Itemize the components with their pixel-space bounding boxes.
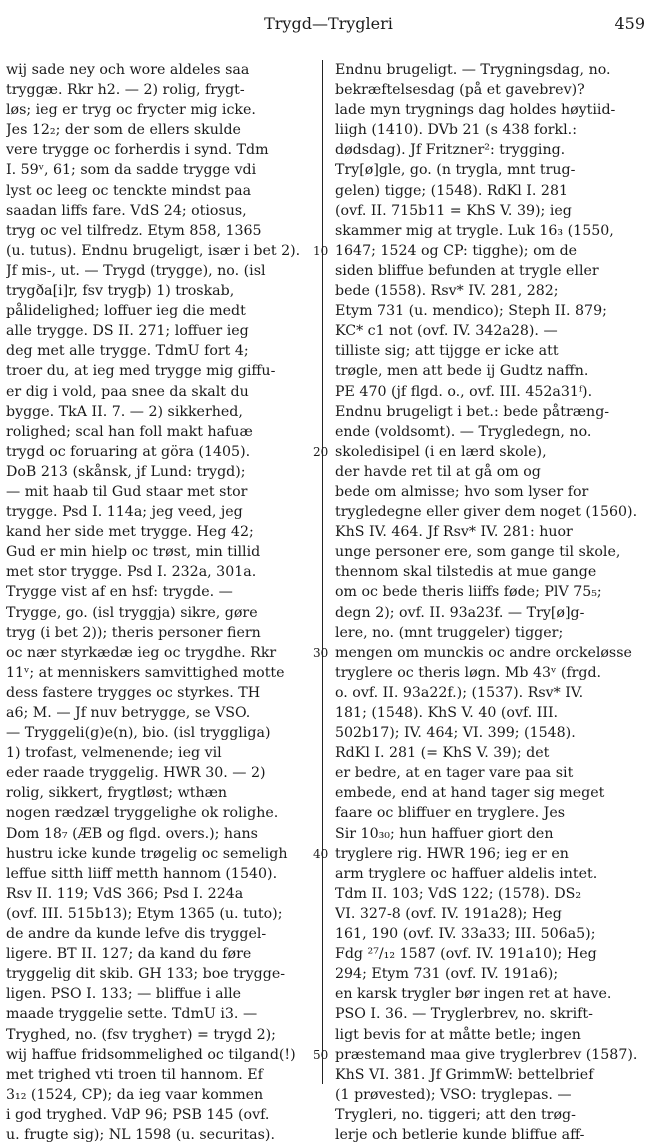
text-line: Endnu brugeligt i bet.: bede påtræng- — [335, 403, 610, 420]
text-line: KhS IV. 464. Jf Rsv* IV. 281: huor — [335, 524, 573, 541]
text-line: tryglere oc theris løgn. Mb 43ᵛ (frgd. — [335, 664, 602, 681]
text-line: lerje och betlerie kunde bliffue aff- — [335, 1126, 585, 1143]
text-line: ende (voldsomt). — Trygledegn, no. — [335, 423, 592, 440]
text-line: (ovf. III. 515b13); Etym 1365 (u. tuto); — [6, 905, 283, 922]
text-line: deg met alle trygge. TdmU fort 4; — [6, 343, 249, 360]
text-line: Sir 10₃₀; hun haffuer giort den — [335, 825, 554, 842]
text-line: — mit haab til Gud staar met stor — [6, 483, 248, 500]
text-line: met stor trygge. Psd I. 232a, 301a. — [6, 564, 257, 581]
text-line: trøgle, men att bede ij Gudtz naffn. — [335, 363, 589, 380]
text-line: VI. 327-8 (ovf. IV. 191a28); Heg — [335, 905, 562, 922]
text-line: o. ovf. II. 93a22f.); (1537). Rsv* IV. — [335, 684, 584, 701]
text-line: alle trygge. DS II. 271; loffuer ieg — [6, 323, 249, 340]
text-line: Endnu brugeligt. — Trygningsdag, no. — [335, 62, 611, 78]
text-line: pålidelighed; loffuer ieg die medt — [6, 303, 246, 320]
text-line: 1647; 1524 og CP: tigghe); om de — [335, 242, 578, 259]
text-line: a6; M. — Jf nuv betrygge, se VSO. — [6, 705, 251, 721]
text-line: 181; (1548). KhS V. 40 (ovf. III. — [335, 705, 559, 721]
text-line: troer du, at ieg med trygge mig giffu- — [6, 363, 276, 380]
text-line: Trygge vist af en hsf: trygde. — — [6, 584, 233, 601]
line-number-marker: 30 — [313, 645, 329, 660]
text-line: ligere. BT II. 127; da kand du føre — [6, 946, 252, 963]
text-line: (u. tutus). Endnu brugeligt, især i bet 2). — [6, 242, 301, 259]
text-line: 1) trofast, velmenende; ieg vil — [6, 745, 222, 762]
text-line: degn 2); ovf. II. 93a23f. — Try[ø]g- — [335, 604, 585, 621]
line-number-marker: 50 — [313, 1047, 329, 1062]
text-line: maade tryggelie sette. TdmU i3. — — [6, 1006, 258, 1023]
text-line: rolighed; scal han foll makt hafuæ — [6, 423, 253, 440]
text-line: lere, no. (mnt truggeler) tigger; — [335, 624, 564, 641]
text-line: dødsdag). Jf Fritzner²: trygging. — [335, 142, 566, 159]
text-line: Jf mis-, ut. — Trygd (trygge), no. (isl — [6, 262, 266, 279]
text-line: tilliste sig; att tijgge er icke att — [335, 343, 559, 360]
text-line: tryggelig dit skib. GH 133; boe trygge- — [6, 966, 286, 983]
text-line: en karsk trygler bør ingen ret at have. — [335, 986, 612, 1003]
text-line: Fdg ²⁷/₁₂ 1587 (ovf. IV. 191a10); Heg — [335, 946, 597, 963]
text-line: hustru icke kunde trøgelig oc semeligh — [6, 845, 288, 862]
text-line: Trygge, go. (isl tryggja) sikre, gøre — [6, 604, 258, 621]
text-line: trygge. Psd I. 114a; jeg veed, jeg — [6, 504, 243, 521]
text-line: saadan liffs fare. VdS 24; otiosus, — [6, 202, 247, 219]
text-line: faare oc bliffuer en tryglere. Jes — [335, 805, 566, 822]
line-number-marker: 10 — [313, 243, 329, 258]
text-line: nogen rædzæl tryggelighe ok rolighe. — [6, 805, 279, 822]
text-line: wij sade ney och wore aldeles saa — [6, 62, 250, 78]
text-line: trygledegne eller giver dem noget (1560). — [335, 504, 638, 521]
text-line: gelen) tigge; (1548). RdKl I. 281 — [335, 182, 568, 199]
text-line: præstemand maa give tryglerbrev (1587). — [335, 1046, 638, 1063]
text-line: RdKl I. 281 (= KhS V. 39); det — [335, 745, 550, 762]
page-number: 459 — [614, 14, 645, 33]
text-line: KC* c1 not (ovf. IV. 342a28). — — [335, 323, 558, 340]
text-line: Try[ø]gle, go. (n trygla, mnt trug- — [335, 162, 576, 179]
line-number-marker: 20 — [313, 444, 329, 459]
text-line: I. 59ᵛ, 61; som da sadde trygge vdi — [6, 162, 257, 179]
text-line: skammer mig at trygle. Luk 16₃ (1550, — [335, 222, 614, 239]
text-line: leffue sitth liiff metth hannom (1540). — [6, 865, 278, 882]
text-line: 294; Etym 731 (ovf. IV. 191a6); — [335, 966, 559, 983]
text-line: KhS VI. 381. Jf GrimmW: bettelbrief — [335, 1066, 594, 1083]
text-line: Trygleri, no. tiggeri; att den trøg- — [335, 1106, 576, 1123]
text-line: thennom skal tilstedis at mue gange — [335, 564, 597, 581]
running-header: Trygd—Trygleri — [264, 14, 393, 33]
text-line: (1 prøvested); VSO: tryglepas. — — [335, 1086, 572, 1103]
text-line: om oc bede theris liiffs føde; PlV 75₅; — [335, 584, 602, 601]
line-number-marker: 40 — [313, 846, 329, 861]
right-column — [335, 60, 647, 1145]
text-line: 3₁₂ (1524, CP); da ieg vaar kommen — [6, 1086, 264, 1103]
text-line: bekræftelsesdag (på et gavebrev)? — [335, 82, 585, 99]
text-line: Tdm II. 103; VdS 122; (1578). DS₂ — [335, 885, 582, 902]
text-line: ligt bevis for at måtte betle; ingen — [335, 1026, 581, 1043]
text-line: Etym 731 (u. mendico); Steph II. 879; — [335, 303, 607, 320]
text-line: lyst oc leeg oc tenckte mindst paa — [6, 182, 252, 199]
text-line: arm tryglere oc haffuer aldelis intet. — [335, 865, 598, 882]
text-line: met trighed vti troen til hannom. Ef — [6, 1066, 263, 1083]
text-line: oc nær styrkædæ ieg oc trygdhe. Rkr — [6, 644, 277, 661]
text-line: der havde ret til at gå om og — [335, 463, 541, 480]
text-line: Rsv II. 119; VdS 366; Psd I. 224a — [6, 885, 244, 902]
text-line: eder raade tryggelig. HWR 30. — 2) — [6, 765, 266, 782]
text-line: wij haffue fridsommelighed oc tilgand(!) — [6, 1046, 296, 1063]
text-line: lade myn trygnings dag holdes høytiid- — [335, 102, 616, 119]
text-line: tryg (i bet 2)); theris personer fiern — [6, 624, 261, 641]
text-line: 502b17); IV. 464; VI. 399; (1548). — [335, 725, 576, 742]
text-line: er dig i vold, paa snee da skalt du — [6, 383, 249, 400]
text-line: tryg oc vel tilfredz. Etym 858, 1365 — [6, 222, 262, 239]
text-line: liigh (1410). DVb 21 (s 438 forkl.: — [335, 122, 577, 139]
left-column — [6, 60, 311, 1145]
text-line: Jes 12₂; der som de ellers skulde — [6, 122, 241, 139]
text-line: bygge. TkA II. 7. — 2) sikkerhed, — [6, 403, 243, 420]
text-line: trygða[i]r, fsv trygþ) 1) troskab, — [6, 283, 235, 300]
text-line: bede (1558). Rsv* IV. 281, 282; — [335, 283, 559, 300]
text-line: de andre da kunde lefve dis tryggel- — [6, 926, 267, 943]
text-line: tryglere rig. HWR 196; ieg er en — [335, 845, 569, 862]
text-line: trygd oc foruaring at göra (1405). — [6, 443, 251, 460]
text-line: embede, end at hand tager sig meget — [335, 785, 605, 802]
text-line: — Tryggeli(g)e(n), bio. (isl tryggliga) — [6, 725, 271, 742]
text-line: tryggæ. Rkr h2. — 2) rolig, frygt- — [6, 82, 245, 99]
text-line: kand her side met trygge. Heg 42; — [6, 524, 254, 541]
text-line: DoB 213 (skånsk, jf Lund: trygd); — [6, 463, 246, 480]
text-line: (ovf. II. 715b11 = KhS V. 39); ieg — [335, 202, 572, 219]
text-line: skoledisipel (i en lærd skole), — [335, 443, 547, 460]
text-line: u. frugte sig); NL 1598 (u. securitas). — [6, 1126, 275, 1143]
text-line: bede om almisse; hvo som lyser for — [335, 483, 589, 500]
text-line: siden bliffue befunden at trygle eller — [335, 262, 599, 279]
text-line: PE 470 (jf flgd. o., ovf. III. 452a31ᶠ). — [335, 383, 593, 400]
text-line: 11ᵛ; at menniskers samvittighed motte — [6, 664, 285, 681]
text-line: PSO I. 36. — Tryglerbrev, no. skrift- — [335, 1006, 593, 1023]
text-line: dess fastere trygges oc styrkes. TH — [6, 684, 261, 701]
text-line: løs; ieg er tryg oc frycter mig icke. — [6, 102, 256, 119]
text-line: mengen om munckis oc andre orckeløsse — [335, 644, 632, 661]
text-line: Gud er min hielp oc trøst, min tillid — [6, 544, 261, 561]
text-line: i god tryghed. VdP 96; PSB 145 (ovf. — [6, 1106, 270, 1123]
text-line: rolig, sikkert, frygtløst; wthæn — [6, 785, 228, 802]
column-divider — [322, 60, 323, 1084]
text-line: unge personer ere, som gange til skole, — [335, 544, 621, 561]
text-line: er bedre, at en tager vare paa sit — [335, 765, 574, 782]
text-line: Dom 18₇ (ÆB og flgd. overs.); hans — [6, 825, 258, 842]
text-line: Tryghed, no. (fsv trygheт) = trygd 2); — [6, 1026, 276, 1043]
text-line: ligen. PSO I. 133; — bliffue i alle — [6, 986, 242, 1003]
text-line: vere trygge oc forherdis i synd. Tdm — [6, 142, 269, 159]
text-line: 161, 190 (ovf. IV. 33a33; III. 506a5); — [335, 926, 596, 943]
